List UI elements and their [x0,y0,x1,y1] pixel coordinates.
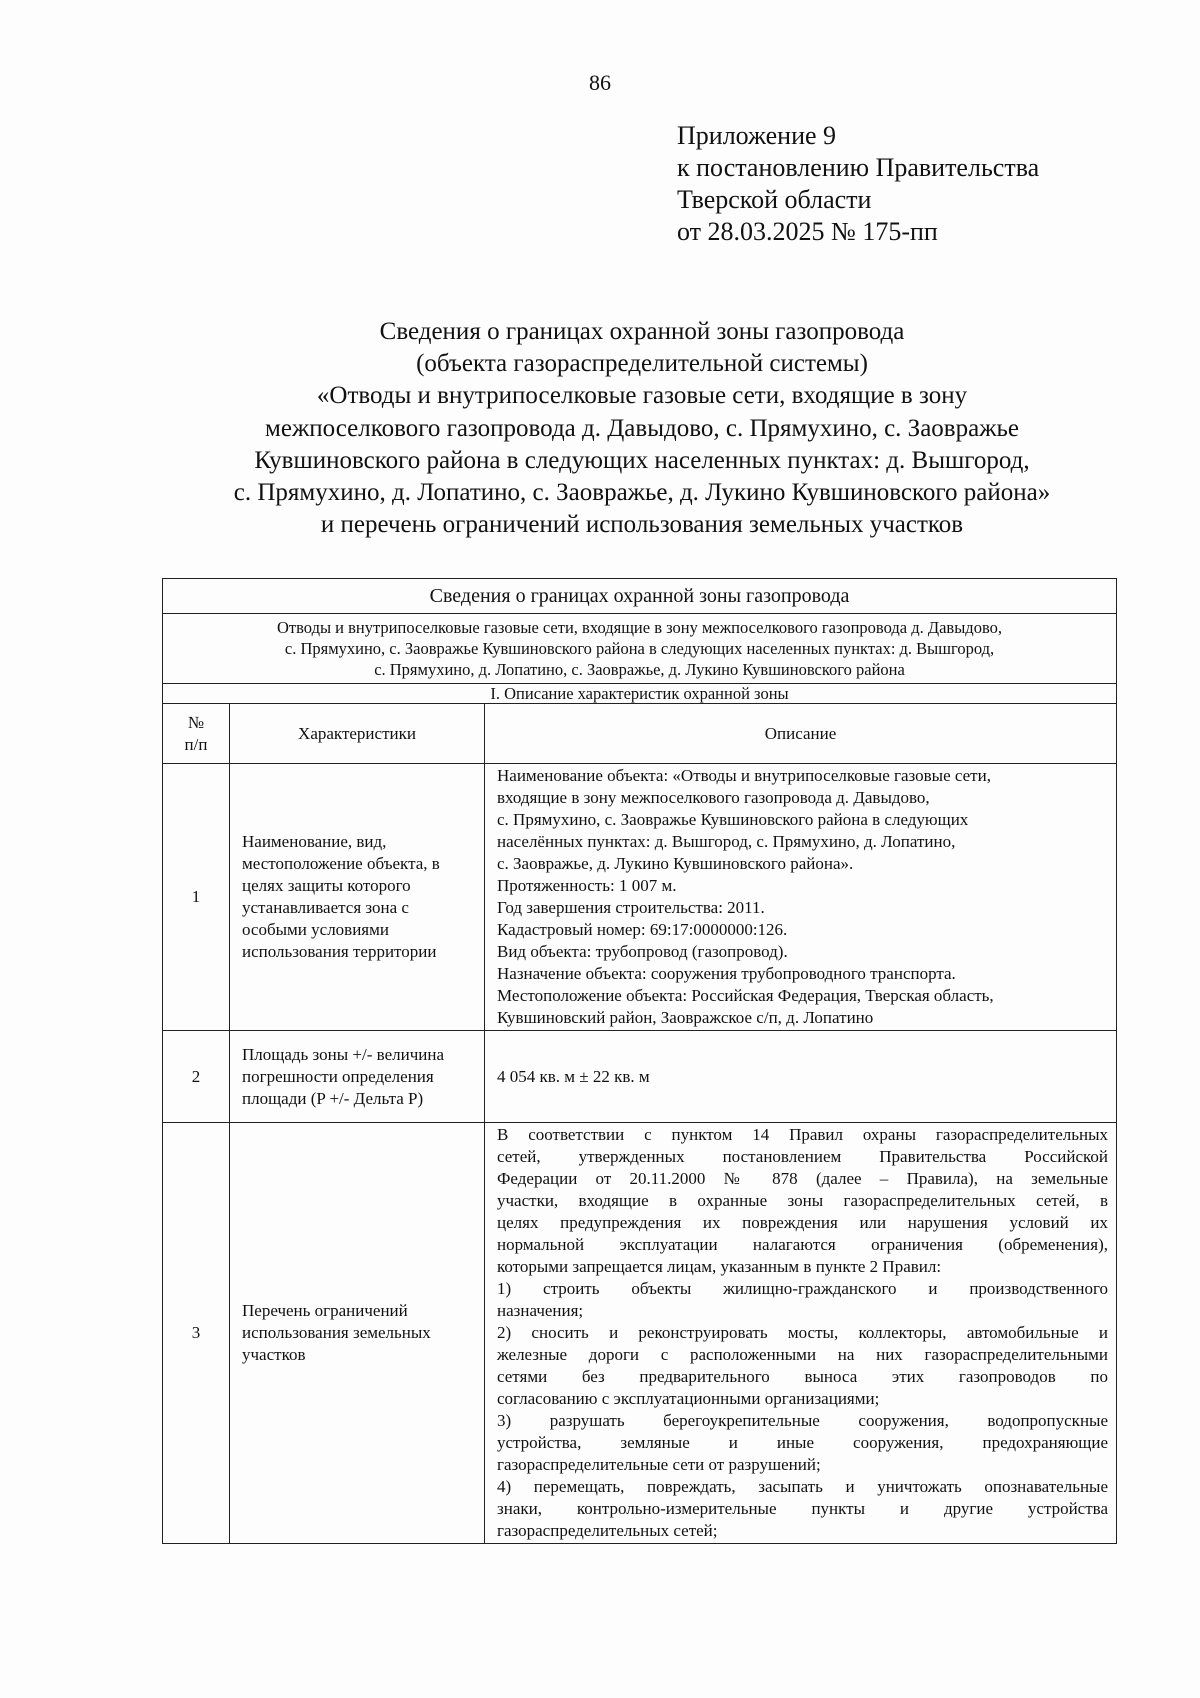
description-line: назначения; [497,1301,584,1320]
description-line: 4) перемещать, повреждать, засыпать и уничтожать опознавательные [497,1477,1109,1496]
description-line: Назначение объекта: сооружения трубопроводного транспорта. [497,964,956,983]
description-line: газораспределительных сетей; [497,1521,718,1540]
column-header-characteristics: Характеристики [230,704,485,764]
description-line: Местоположение объекта: Российская Федерация, Тверская область, [497,986,994,1005]
appendix-line: к постановлению Правительства [677,153,1040,182]
description-line: В соответствии с пунктом 14 Правил охраны газораспределительных [497,1125,1109,1144]
description-line: нормальной эксплуатации налагаются ограничения (обременения), [497,1235,1109,1254]
section-title: I. Описание характеристик охранной зоны [163,684,1117,704]
description-line: Наименование объекта: «Отводы и внутрипоселковые газовые сети, [497,766,991,785]
description-line: 1) строить объекты жилищно-гражданского и производственного [497,1279,1109,1298]
table-header: Сведения о границах охранной зоны газопровода [163,579,1117,614]
description-line: железные дороги с расположенными на них газораспределительными [497,1345,1109,1364]
description-line: 2) сносить и реконструировать мосты, коллекторы, автомобильные и [497,1323,1109,1342]
description-line: которыми запрещается лицам, указанным в пункте 2 Правил: [497,1257,942,1276]
title-line: Кувшиновского района в следующих населенных пунктах: д. Вышгород, [254,446,1030,474]
row-number: 3 [163,1123,230,1544]
description-line: Федерации от 20.11.2000 № 878 (далее – Правила), на земельные [497,1169,1109,1188]
object-name-line: с. Прямухино, с. Заовражье Кувшиновского района в следующих населенных пунктах: д. Вышгород, [284,639,995,658]
appendix-block [677,120,1039,248]
row-characteristic: Площадь зоны +/- величина погрешности определения площади (P +/- Дельта P) [230,1031,485,1123]
description-line: населённых пунктах: д. Вышгород, с. Прямухино, д. Лопатино, [497,832,956,851]
appendix-line: Тверской области [677,185,872,214]
row-characteristic: Перечень ограничений использования земельных участков [230,1123,485,1544]
object-name-cell [163,614,1117,684]
row-characteristic: Наименование, вид, местоположение объекта, в целях защиты которого устанавливается зона с особыми условиями использования территории [230,764,485,1031]
title-line: межпоселкового газопровода д. Давыдово, с. Прямухино, с. Заовражье [265,414,1019,442]
description-line: входящие в зону межпоселкового газопровода д. Давыдово, [497,788,930,807]
description-line: с. Заовражье, д. Лукино Кувшиновского района». [497,854,854,873]
description-line: сетями без предварительного выноса этих газопроводов по [497,1367,1109,1386]
description-line: Вид объекта: трубопровод (газопровод). [497,942,788,961]
title-line: Сведения о границах охранной зоны газопровода [379,318,905,345]
title-line: (объекта газораспределительной системы) [416,350,868,378]
description-line: Кадастровый номер: 69:17:0000000:126. [497,920,788,939]
num-abbrev: п/п [184,734,208,754]
row-number: 1 [163,764,230,1031]
row-description [485,1031,1117,1123]
num-symbol: № [187,712,205,732]
title-line: с. Прямухино, д. Лопатино, с. Заовражье, д. Лукино Кувшиновского района» [233,479,1051,507]
description-line: Кувшиновский район, Заовражское с/п, д. Лопатино [497,1008,874,1027]
description-line: газораспределительные сети от разрушений; [497,1455,821,1474]
title-line: «Отводы и внутрипоселковые газовые сети, входящие в зону [316,382,968,410]
column-header-description: Описание [485,704,1117,764]
description-line: согласованию с эксплуатационными организациями; [497,1389,880,1408]
description-line: 3) разрушать берегоукрепительные сооружения, водопропускные [497,1411,1109,1430]
row-number: 2 [163,1031,230,1123]
table-row [163,1031,1117,1123]
table-row [163,1123,1117,1544]
description-line: целях предупреждения их повреждения или нарушения условий их [497,1213,1109,1232]
row-description [485,1123,1117,1544]
table-row [163,764,1117,1031]
column-header-row [163,704,1117,764]
description-line: сетей, утвержденных постановлением Правительства Российской [497,1147,1109,1166]
column-header-num [163,704,230,764]
description-line: знаки, контрольно-измерительные пункты и другие устройства [497,1499,1109,1518]
row-description [485,764,1117,1031]
description-line: Год завершения строительства: 2011. [497,898,765,917]
appendix-line: Приложение 9 [677,121,837,150]
title-line: и перечень ограничений использования земельных участков [320,511,964,539]
object-name-line: с. Прямухино, д. Лопатино, с. Заовражье, д. Лукино Кувшиновского района [374,660,905,679]
zone-info-table [162,578,1117,1544]
object-name-line: Отводы и внутрипоселковые газовые сети, входящие в зону межпоселкового газопровода д. Давыдово, [276,618,1003,637]
page-number: 86 [589,70,611,95]
description-line: участки, входящие в охранные зоны газораспределительных сетей, в [497,1191,1109,1210]
description-line: устройства, земляные и иные сооружения, предохраняющие [497,1433,1109,1452]
description-line: Протяженность: 1 007 м. [497,876,677,895]
description-line: 4 054 кв. м ± 22 кв. м [497,1066,650,1086]
description-line: с. Прямухино, с. Заовражье Кувшиновского района в следующих [497,810,969,829]
document-title [150,316,1134,541]
appendix-line: от 28.03.2025 № 175-пп [677,217,938,246]
